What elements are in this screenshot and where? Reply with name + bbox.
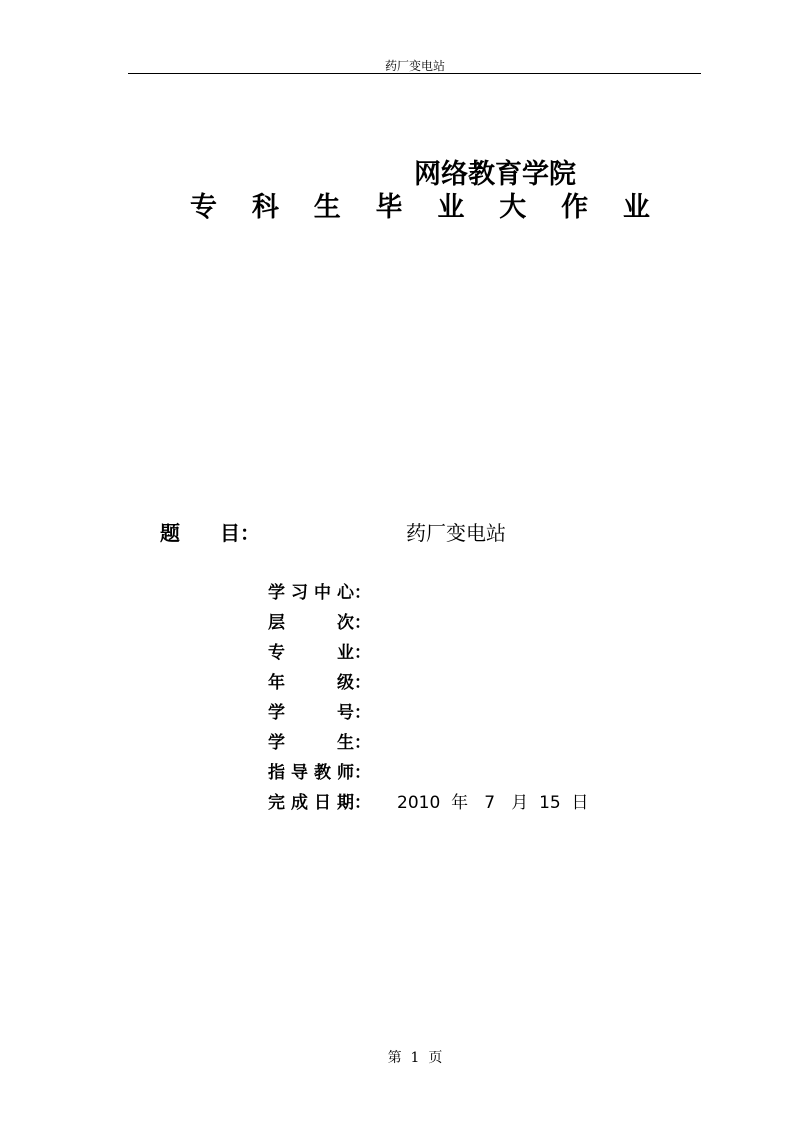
label-char: 完	[268, 792, 285, 813]
info-field-label	[268, 758, 354, 783]
student-info-fields	[268, 575, 589, 815]
label-colon: ：	[354, 582, 371, 603]
topic-value: 药厂变电站	[406, 521, 506, 545]
label-char: 习	[291, 582, 308, 603]
topic-label-char: 目：	[220, 521, 260, 545]
info-field-row	[268, 725, 589, 755]
label-char: 专	[268, 642, 285, 663]
info-field-row	[268, 635, 589, 665]
label-char: 期	[337, 792, 354, 813]
info-field-row	[268, 755, 589, 785]
title-char: 作	[561, 192, 589, 223]
label-char: 次	[337, 612, 354, 633]
label-colon: ：	[354, 762, 371, 783]
label-colon: ：	[354, 702, 371, 723]
topic-label-char: 题	[160, 521, 180, 545]
label-char: 导	[291, 762, 308, 783]
label-char: 成	[291, 792, 308, 813]
info-field-label	[268, 638, 354, 663]
title-char: 大	[499, 192, 527, 223]
info-field-label	[268, 578, 354, 603]
label-char: 中	[314, 582, 331, 603]
label-char: 心	[337, 582, 354, 603]
running-header: 药厂变电站	[384, 59, 445, 73]
info-field-row	[268, 665, 589, 695]
label-colon: ：	[354, 732, 371, 753]
info-field-row	[268, 605, 589, 635]
label-char: 号	[337, 702, 354, 723]
title-char: 业	[437, 192, 465, 223]
info-field-label	[268, 788, 354, 813]
info-field-row	[268, 695, 589, 725]
label-colon: ：	[354, 792, 371, 813]
label-char: 年	[268, 672, 285, 693]
title-char: 科	[251, 192, 279, 223]
title-char: 毕	[375, 192, 403, 223]
label-char: 学	[268, 732, 285, 753]
page-number: 第 1 页	[387, 1050, 443, 1066]
label-char: 指	[268, 762, 285, 783]
label-colon: ：	[354, 612, 371, 633]
topic-label	[160, 517, 260, 546]
document-title	[190, 185, 650, 224]
label-colon: ：	[354, 672, 371, 693]
info-field-row	[268, 575, 589, 605]
label-char: 学	[268, 582, 285, 603]
info-field-label	[268, 728, 354, 753]
institution-name: 网络教育学院	[414, 159, 576, 190]
label-char: 层	[268, 612, 285, 633]
info-field-label	[268, 698, 354, 723]
info-field-label	[268, 668, 354, 693]
title-char: 专	[190, 192, 217, 223]
label-char: 学	[268, 702, 285, 723]
info-field-value: 2010 年 7 月 15 日	[397, 792, 589, 813]
title-char: 生	[313, 192, 341, 223]
label-char: 级	[337, 672, 354, 693]
label-char: 日	[314, 792, 331, 813]
label-char: 师	[337, 762, 354, 783]
info-field-row	[268, 785, 589, 815]
title-char: 业	[622, 192, 650, 223]
label-char: 业	[337, 642, 354, 663]
label-colon: ：	[354, 642, 371, 663]
header-rule	[128, 73, 701, 74]
label-char: 教	[314, 762, 331, 783]
info-field-label	[268, 608, 354, 633]
label-char: 生	[337, 732, 354, 753]
